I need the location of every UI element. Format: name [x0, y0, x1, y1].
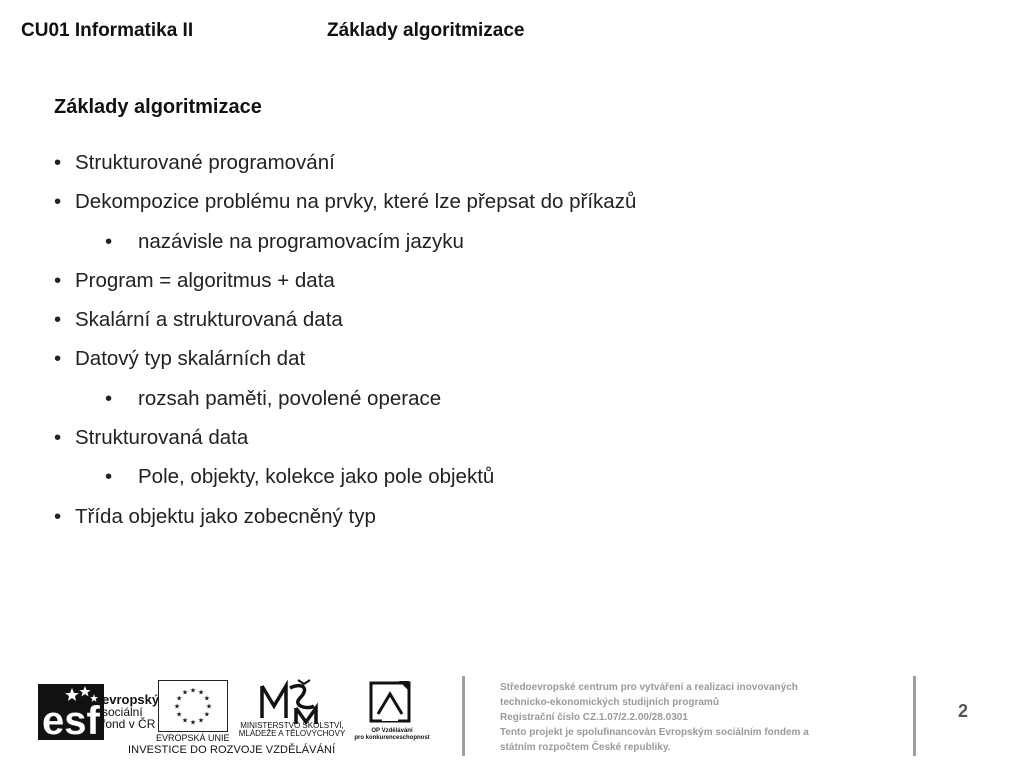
esf-line-2: sociální — [102, 705, 143, 719]
bullet-item — [54, 346, 954, 385]
eu-star-icon: ★ — [189, 719, 197, 727]
bullet-text: Pole, objekty, kolekce jako pole objektů — [138, 465, 495, 489]
eu-star-icon: ★ — [197, 689, 205, 697]
course-title: CU01 Informatika II — [21, 20, 194, 41]
project-info — [500, 680, 900, 755]
bullet-text: Program = algoritmus + data — [75, 268, 335, 292]
project-info-line: státním rozpočtem České republiky. — [500, 742, 671, 753]
eu-star-icon: ★ — [176, 695, 183, 703]
bullet-text: Dekompozice problému na prvky, které lze přepsat do příkazů — [75, 190, 637, 214]
bullet-text: nazávisle na programovacím jazyku — [138, 229, 464, 253]
esf-logo — [38, 684, 160, 740]
project-info-line: technicko-ekonomických studijních programů — [500, 697, 719, 708]
bullet-dot-icon: • — [105, 465, 113, 489]
esf-mark-icon — [38, 684, 104, 740]
bullet-item — [54, 425, 954, 464]
footer — [0, 670, 1024, 768]
sub-bullet-item — [54, 229, 954, 268]
topic-title: Základy algoritmizace — [327, 20, 525, 41]
op-label — [352, 728, 432, 742]
bullet-item — [54, 307, 954, 346]
page-number: 2 — [958, 701, 969, 721]
bullet-item — [54, 189, 954, 228]
bullet-text: Strukturovaná data — [75, 426, 249, 450]
eu-star-icon: ★ — [173, 703, 181, 711]
eu-star-icon: ★ — [181, 689, 189, 697]
msmt-label-line-1: MINISTERSTVO ŠKOLSTVÍ, — [240, 721, 344, 730]
eu-star-icon: ★ — [189, 687, 197, 695]
sub-bullet-item — [54, 386, 954, 425]
footer-divider-left — [462, 676, 465, 756]
bullet-dot-icon: • — [54, 151, 62, 174]
op-vk-logo-icon — [368, 680, 412, 724]
bullet-dot-icon: • — [54, 347, 62, 371]
esf-line-1: evropský — [102, 692, 160, 707]
slide-header — [0, 20, 1024, 50]
bullet-text: Třída objektu jako zobecněný typ — [75, 504, 376, 528]
project-info-line: Tento projekt je spolufinancován Evropským sociálním fondem a — [500, 727, 809, 738]
eu-star-icon: ★ — [176, 711, 183, 719]
bullet-dot-icon: • — [105, 386, 113, 410]
slide-title: Základy algoritmizace — [54, 96, 262, 118]
eu-star-icon: ★ — [197, 717, 205, 725]
bullet-text: rozsah paměti, povolené operace — [138, 386, 442, 410]
esf-line-3: fond v ČR — [102, 717, 156, 731]
eu-star-icon: ★ — [181, 717, 189, 725]
bullet-item — [54, 504, 954, 543]
sponsor-logos — [38, 678, 438, 766]
eu-star-icon: ★ — [205, 703, 213, 711]
eu-label: EVROPSKÁ UNIE — [156, 733, 230, 743]
msmt-label — [232, 722, 352, 738]
bullet-text: Datový typ skalárních dat — [75, 347, 306, 371]
esf-text — [102, 694, 159, 730]
eu-star-icon: ★ — [203, 711, 210, 719]
bullet-dot-icon: • — [54, 308, 62, 332]
eu-star-icon: ★ — [203, 695, 210, 703]
msmt-label-line-2: MLÁDEŽE A TĚLOVÝCHOVY — [238, 729, 346, 738]
footer-divider-right — [913, 676, 916, 756]
op-label-line-1: OP Vzdělávání — [371, 728, 413, 734]
bullet-list — [54, 150, 954, 543]
bullet-text: Strukturované programování — [75, 151, 335, 174]
project-info-line: Registrační číslo CZ.1.07/2.2.00/28.0301 — [500, 712, 688, 723]
bullet-item — [54, 268, 954, 307]
bullet-dot-icon: • — [54, 504, 62, 528]
eu-flag-icon — [158, 680, 228, 732]
bullet-dot-icon: • — [54, 426, 62, 450]
bullet-dot-icon: • — [105, 229, 113, 253]
bullet-dot-icon: • — [54, 190, 62, 214]
project-info-line: Středoevropské centrum pro vytváření a realizaci inovovaných — [500, 682, 798, 693]
bullet-item — [54, 150, 954, 189]
sub-bullet-item — [54, 464, 954, 503]
bullet-dot-icon: • — [54, 268, 62, 292]
bullet-text: Skalární a strukturovaná data — [75, 308, 343, 332]
op-label-line-2: pro konkurenceschopnost — [354, 735, 430, 741]
svg-text:esf: esf — [42, 699, 100, 740]
investice-tagline: INVESTICE DO ROZVOJE VZDĚLÁVÁNÍ — [128, 744, 336, 756]
